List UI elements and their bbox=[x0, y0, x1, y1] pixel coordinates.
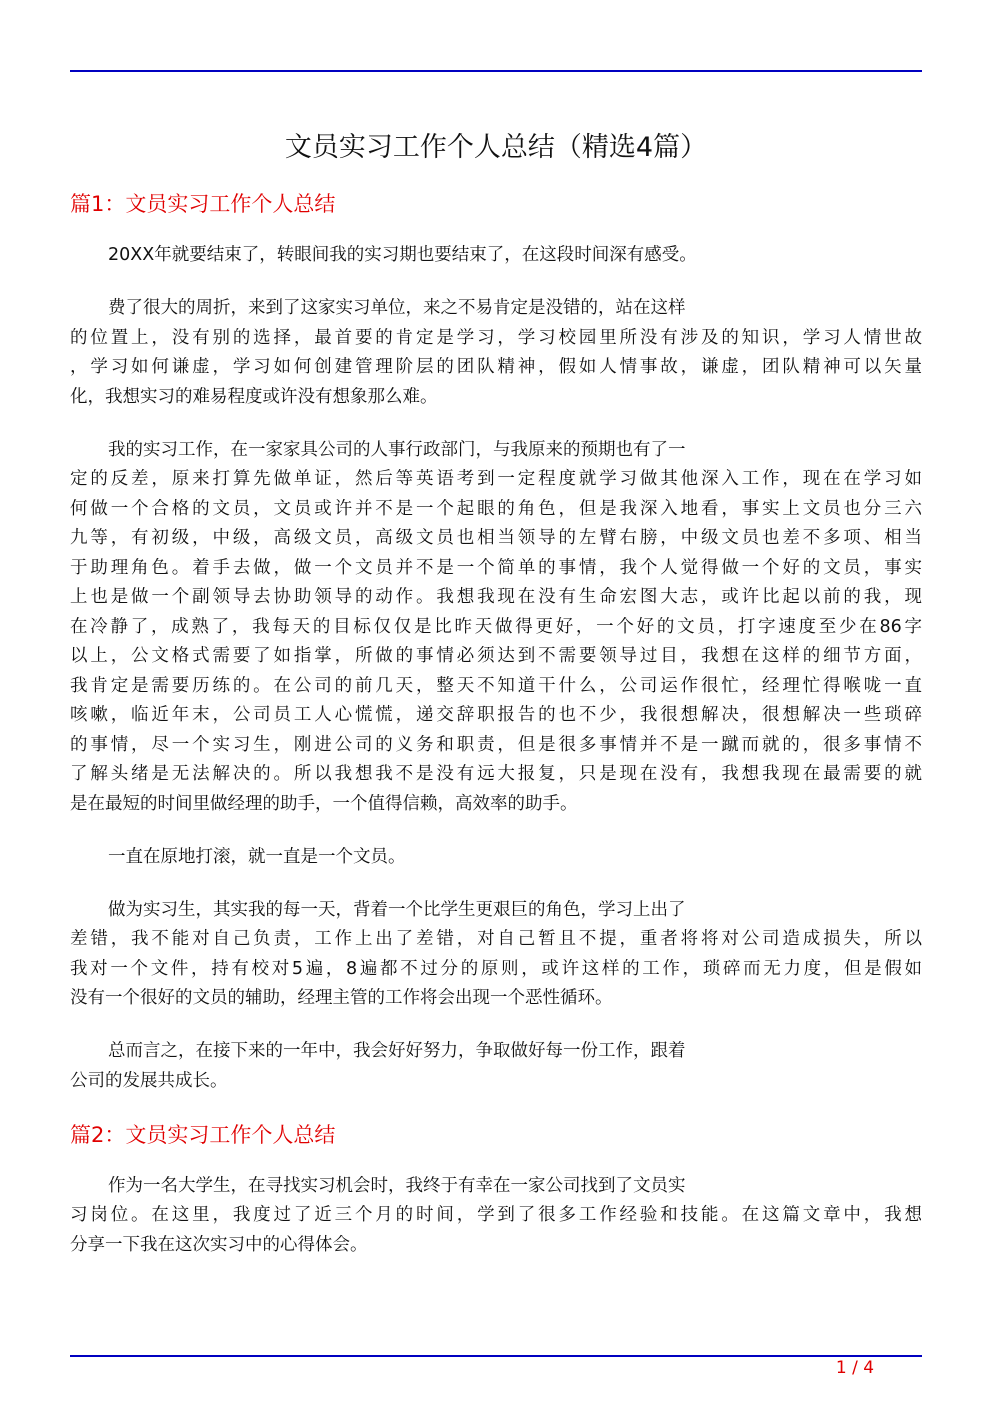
paragraph-line: 差错，我不能对自己负责，工作上出了差错，对自己暂且不提，重者将将对公司造成损失，所以 bbox=[70, 929, 922, 949]
paragraph-line: 我肯定是需要历练的。在公司的前几天，整天不知道干什么，公司运作很忙，经理忙得喉咙一直 bbox=[70, 675, 922, 696]
paragraph-line: 费了很大的周折，来到了这家实习单位，来之不易肯定是没错的，站在这样 bbox=[108, 298, 686, 318]
document-title: 文员实习工作个人总结（精选4篇） bbox=[284, 132, 708, 163]
paragraph-line: 我的实习工作，在一家家具公司的人事行政部门，与我原来的预期也有了一 bbox=[108, 439, 686, 460]
paragraph bbox=[70, 241, 922, 271]
section-heading: 篇1：文员实习工作个人总结 bbox=[70, 192, 336, 216]
paragraph-line: 以上，公文格式需要了如指掌，所做的事情必须达到不需要领导过目，我想在这样的细节方面， bbox=[70, 646, 922, 666]
paragraph bbox=[70, 843, 922, 873]
paragraph-line: 上也是做一个副领导去协助领导的动作。我想我现在没有生命宏图大志，或许比起以前的我，现 bbox=[70, 587, 922, 607]
paragraph-line: 一直在原地打滚，就一直是一个文员。 bbox=[108, 846, 406, 867]
paragraph-line: 没有一个很好的文员的辅助，经理主管的工作将会出现一个恶性循环。 bbox=[70, 988, 613, 1008]
paragraph-line: 公司的发展共成长。 bbox=[70, 1070, 228, 1091]
paragraph-line: 了解头绪是无法解决的。所以我想我不是没有远大报复，只是现在没有，我想我现在最需要的就 bbox=[70, 764, 922, 784]
paragraph bbox=[70, 1172, 922, 1261]
paragraph-line: 化，我想实习的难易程度或许没有想象那么难。 bbox=[70, 386, 438, 407]
paragraph bbox=[70, 896, 922, 1014]
paragraph-line: 分享一下我在这次实习中的心得体会。 bbox=[70, 1234, 368, 1255]
paragraph-line: 习岗位。在这里，我度过了近三个月的时间，学到了很多工作经验和技能。在这篇文章中，我想 bbox=[70, 1205, 922, 1225]
paragraph-line: 20XX年就要结束了，转眼间我的实习期也要结束了，在这段时间深有感受。 bbox=[108, 245, 697, 265]
paragraph-line: 是在最短的时间里做经理的助手，一个值得信赖，高效率的助手。 bbox=[70, 793, 578, 814]
document-body bbox=[70, 189, 922, 1284]
page-number: 1 / 4 bbox=[835, 1358, 875, 1378]
paragraph-line: 何做一个合格的文员，文员或许并不是一个起眼的角色，但是我深入地看，事实上文员也分三六 bbox=[70, 498, 922, 519]
paragraph bbox=[70, 294, 922, 412]
paragraph-line: 总而言之，在接下来的一年中，我会好好努力，争取做好每一份工作，跟着 bbox=[108, 1041, 686, 1061]
paragraph bbox=[70, 1037, 922, 1096]
paragraph-line: 定的反差，原来打算先做单证，然后等英语考到一定程度就学习做其他深入工作，现在在学习如 bbox=[70, 469, 922, 489]
paragraph-line: 的位置上，没有别的选择，最首要的肯定是学习，学习校园里所没有涉及的知识，学习人情世故 bbox=[70, 327, 922, 348]
paragraph-line: ，学习如何谦虚，学习如何创建管理阶层的团队精神，假如人情事故，谦虚，团队精神可以矢量 bbox=[70, 357, 922, 377]
paragraph-line: 做为实习生，其实我的每一天，背着一个比学生更艰巨的角色，学习上出了 bbox=[108, 899, 686, 920]
footer-rule bbox=[70, 1355, 922, 1357]
paragraph-line: 我对一个文件，持有校对5遍，8遍都不过分的原则，或许这样的工作，琐碎而无力度，但是假如 bbox=[70, 958, 922, 979]
section-heading: 篇2：文员实习工作个人总结 bbox=[70, 1122, 336, 1147]
paragraph bbox=[70, 436, 922, 820]
paragraph-line: 的事情，尽一个实习生，刚进公司的义务和职责，但是很多事情并不是一蹴而就的，很多事情不 bbox=[70, 734, 922, 755]
paragraph-line: 作为一名大学生，在寻找实习机会时，我终于有幸在一家公司找到了文员实 bbox=[108, 1175, 686, 1196]
paragraph-line: 九等，有初级，中级，高级文员，高级文员也相当领导的左臂右膀，中级文员也差不多项、相当 bbox=[70, 528, 922, 548]
paragraph-line: 在冷静了，成熟了，我每天的目标仅仅是比昨天做得更好，一个好的文员，打字速度至少在86字 bbox=[70, 616, 922, 637]
paragraph-line: 咳嗽，临近年末，公司员工人心慌慌，递交辞职报告的也不少，我很想解决，很想解决一些琐碎 bbox=[70, 705, 922, 725]
paragraph-line: 于助理角色。着手去做，做一个文员并不是一个简单的事情，我个人觉得做一个好的文员，事实 bbox=[70, 557, 922, 578]
header-rule bbox=[70, 70, 922, 72]
